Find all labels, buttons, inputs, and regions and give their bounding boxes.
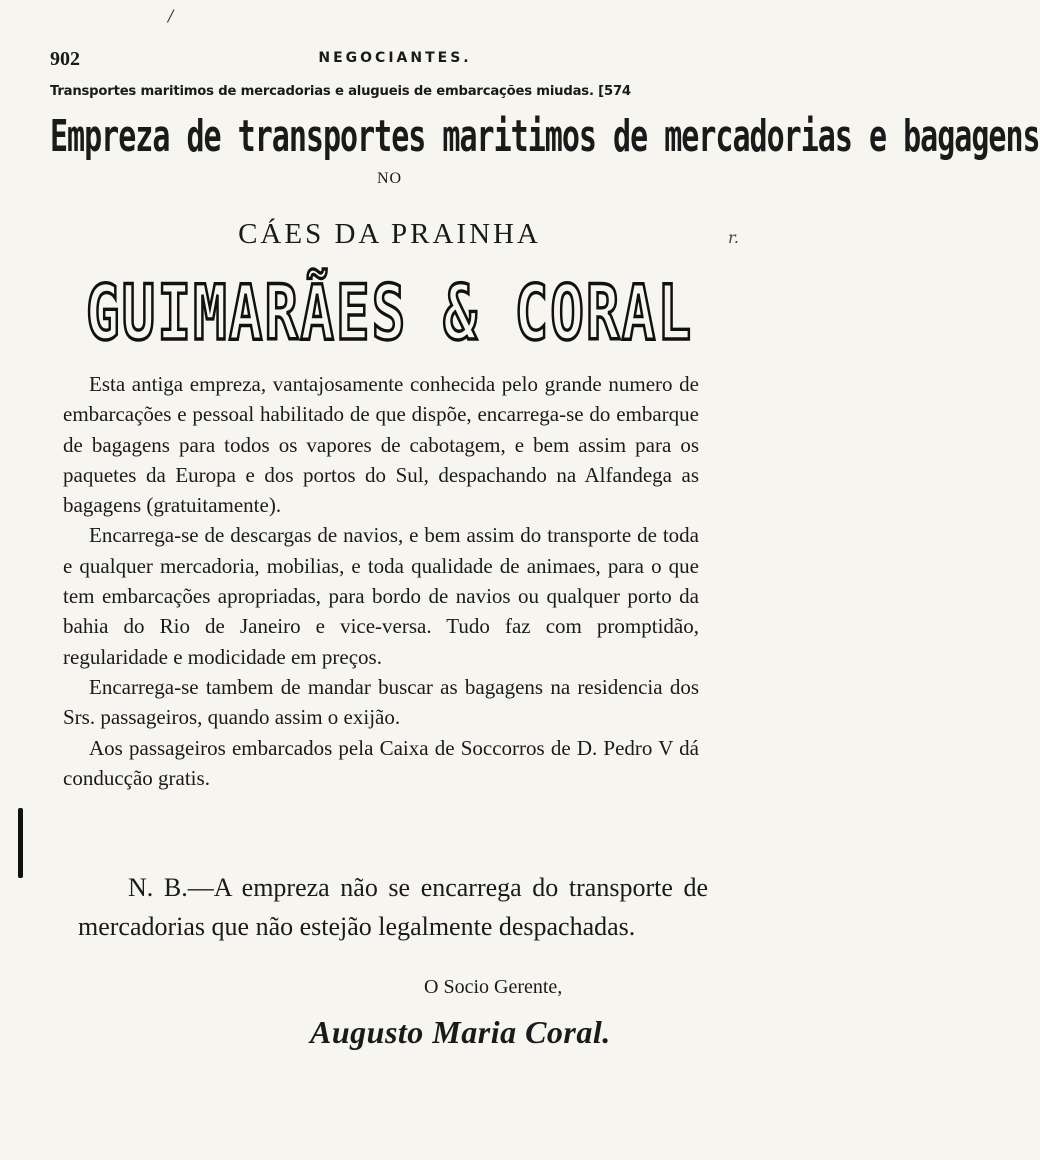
page-number: 902 xyxy=(50,48,80,70)
nota-bene-text: N. B.—A empreza não se encarrega do transporte de mercadorias que não estejão legalmente despachadas. xyxy=(78,873,708,941)
category-subheading: Transportes maritimos de mercadorias e alugueis de embarcações miudas. [574 xyxy=(50,84,631,99)
body-paragraph: Encarrega-se tambem de mandar buscar as bagagens na residencia dos Srs. passageiros, quando assim o exijão. xyxy=(63,674,699,730)
running-head xyxy=(50,48,740,72)
margin-tick-mark: / xyxy=(168,6,174,25)
margin-ink-bar xyxy=(18,808,23,878)
firm-name: GUIMARÃES & CORAL xyxy=(85,270,694,358)
advert-title-no: NO xyxy=(376,170,403,187)
advert-location: CÁES DA PRAINHA xyxy=(238,218,541,250)
closing-line: O Socio Gerente, xyxy=(424,976,563,998)
body-paragraph: Esta antiga empreza, vantajosamente conhecida pelo grande numero de embarcações e pessoal habilitado de que dispõe, encarrega-se do embarque de bagagens para todos os vapores de cabotagem, e bem assim para os paquetes da Europa e dos portos do Sul, despachando na Alfandega as bagagens (gratuitamente). xyxy=(63,372,699,518)
body-paragraph: Aos passageiros embarcados pela Caixa de Soccorros de D. Pedro V dá conducção gratis. xyxy=(63,735,699,790)
section-title: NEGOCIANTES. xyxy=(318,50,472,66)
margin-stray-mark: r. xyxy=(728,228,739,247)
body-paragraph: Encarrega-se de descargas de navios, e bem assim do transporte de toda e qualquer mercadoria, mobilias, e toda qualidade de animaes, para o que tem embarcações apropriadas, para bordo de navios ou qualquer porto da bahia do Rio de Janeiro e vice-versa. Tudo faz com promptidão, regularidade e modicidade em preços. xyxy=(63,523,699,669)
signature: Augusto Maria Coral. xyxy=(310,1014,611,1050)
advert-title: Empreza de transportes maritimos de mercadorias e bagagens xyxy=(50,112,1040,163)
advert-body xyxy=(63,369,699,793)
nota-bene xyxy=(78,868,708,946)
